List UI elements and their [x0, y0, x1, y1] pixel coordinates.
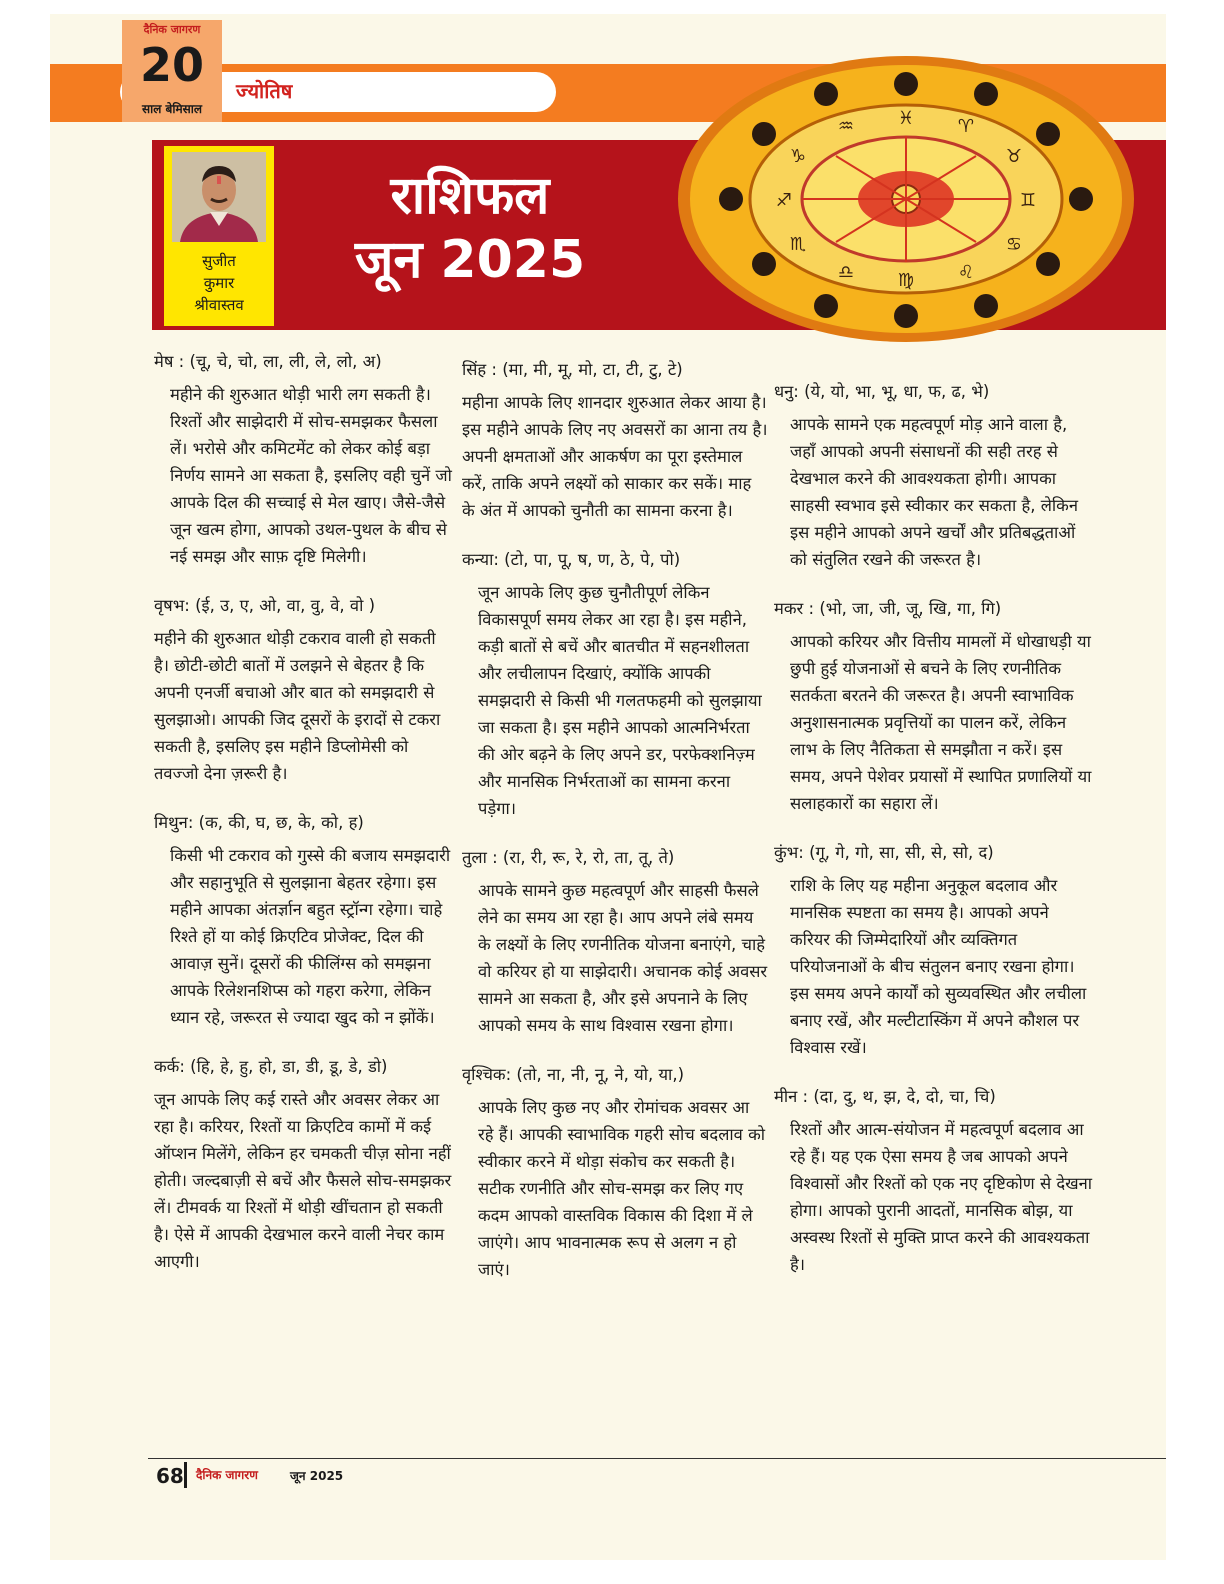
badge-subtitle: साल बेमिसाल — [141, 102, 203, 116]
sign-text-mesh: महीने की शुरुआत थोड़ी भारी लग सकती है। रिश्तों और साझेदारी में सोच-समझकर फैसला लें। भरोसे और कमिटमेंट को लेकर कोई बड़ा निर्णय सामने आ सकता है, इसलिए वही चुनें जो आपके दिल की सच्चाई से मेल खाए। जैसे-जैसे जून खत्म होगा, आपको उथल-पुथल के बीच से नई समझ और साफ़ दृष्टि मिलेगी। — [170, 385, 452, 566]
sign-heading-mithun: मिथुन: (क, की, घ, छ, के, को, ह) — [154, 813, 364, 832]
anniversary-badge — [122, 20, 222, 122]
sign-heading-kumbh: कुंभ: (गू, गे, गो, सा, सी, से, सो, द) — [774, 843, 994, 862]
author-name-line1: सुजीत — [202, 252, 236, 270]
sign-heading-makar: मकर : (भो, जा, जी, जू, खि, गा, गि) — [774, 599, 1002, 618]
svg-text:♎: ♎ — [837, 262, 855, 283]
sign-heading-kark: कर्क: (हि, हे, हु, हो, डा, डी, डू, डे, डो) — [154, 1057, 388, 1076]
svg-text:♈: ♈ — [957, 116, 975, 137]
footer-divider — [184, 1462, 187, 1488]
page-number: 68 — [156, 1464, 184, 1488]
magazine-page — [50, 14, 1166, 1560]
svg-text:♉: ♉ — [1005, 146, 1023, 167]
svg-text:♍: ♍ — [897, 270, 915, 291]
author-portrait-icon — [172, 152, 266, 242]
banner-title — [300, 164, 640, 292]
sign-text-vrishchik: आपके लिए कुछ नए और रोमांचक अवसर आ रहे हैं। आपकी स्वाभाविक गहरी सोच बदलाव को स्वीकार करने में थोड़ा संकोच कर सकती है। सटीक रणनीति और सोच-समझ कर लिए गए कदम आपको वास्तविक विकास की दिशा में ले जाएंगे। आप भावनात्मक रूप से अलग न हो जाएं। — [478, 1098, 766, 1279]
column-2 — [462, 356, 768, 1305]
author-photo — [172, 152, 266, 242]
section-label: ज्योतिष — [236, 79, 293, 103]
svg-text:♏: ♏ — [789, 234, 807, 255]
svg-text:♓: ♓ — [897, 108, 915, 129]
sign-text-meen: रिश्तों और आत्म-संयोजन में महत्वपूर्ण बदलाव आ रहे हैं। यह एक ऐसा समय है जब आपको अपने विश्वासों और रिश्तों को एक नए दृष्टिकोण से देखना होगा। आपको पुरानी आदतों, मानसिक बोझ, या अस्वस्थ रिश्तों से मुक्ति प्राप्त करने की आवश्यकता है। — [790, 1120, 1093, 1274]
author-name — [164, 250, 274, 316]
sign-text-vrishabh: महीने की शुरुआत थोड़ी टकराव वाली हो सकती है। छोटी-छोटी बातों में उलझने से बेहतर है कि अपनी एनर्जी बचाओ और बात को समझदारी से सुलझाओ। आपकी जिद दूसरों के इरादों से टकरा सकती है, इसलिए इस महीने डिप्लोमेसी को तवज्जो देना ज़रूरी है। — [154, 629, 441, 783]
banner-title-line1: राशिफल — [390, 166, 550, 226]
sign-heading-singh: सिंह : (मा, मी, मू, मो, टा, टी, टु, टे) — [462, 360, 683, 379]
svg-text:♌: ♌ — [957, 262, 975, 283]
footer-rule — [148, 1458, 1166, 1459]
sign-heading-vrishchik: वृश्चिक: (तो, ना, नी, नू, ने, यो, या,) — [462, 1065, 685, 1084]
sign-text-kark: जून आपके लिए कई रास्ते और अवसर लेकर आ रहा है। करियर, रिश्तों या क्रिएटिव कामों में कई ऑप्शन मिलेंगे, लेकिन हर चमकती चीज़ सोना नहीं होती। जल्दबाज़ी से बचें और फैसले सोच-समझकर लें। टीमवर्क या रिश्तों में थोड़ी खींचतान हो सकती है। ऐसे में आपकी देखभाल करने वाली नेचर काम आएगी। — [154, 1090, 452, 1271]
sign-text-dhanu: आपके सामने एक महत्वपूर्ण मोड़ आने वाला है, जहाँ आपको अपनी संसाधनों की सही तरह से देखभाल करने की आवश्यकता होगी। आपका साहसी स्वभाव इसे स्वीकार कर सकता है, लेकिन इस महीने आपको अपने खर्चों और प्रतिबद्धताओं को संतुलित रखने की जरूरत है। — [790, 415, 1079, 569]
zodiac-wheel-icon — [676, 54, 1136, 344]
author-box — [164, 146, 274, 326]
sign-text-makar: आपको करियर और वित्तीय मामलों में धोखाधड़ी या छुपी हुई योजनाओं से बचने के लिए रणनीतिक सतर्कता बरतने की जरूरत है। अपनी स्वाभाविक अनुशासनात्मक प्रवृत्तियों का पालन करें, लेकिन लाभ के लिए नैतिकता से समझौता न करें। इस समय, अपने पेशेवर प्रयासों में स्थापित प्रणालियों या सलाहकारों का सहारा लें। — [790, 632, 1092, 813]
svg-text:♒: ♒ — [837, 116, 855, 137]
footer-brand: दैनिक जागरण — [196, 1468, 258, 1482]
sign-heading-meen: मीन : (दा, दु, थ, झ, दे, दो, चा, चि) — [774, 1087, 996, 1106]
sign-heading-dhanu: धनु: (ये, यो, भा, भू, धा, फ, ढ, भे) — [774, 382, 990, 401]
column-1 — [154, 348, 454, 1297]
sign-heading-vrishabh: वृषभ: (ई, उ, ए, ओ, वा, वु, वे, वो ) — [154, 596, 376, 615]
sign-heading-mesh: मेष : (चू, चे, चो, ला, ली, ले, लो, अ) — [154, 352, 382, 371]
sign-text-mithun: किसी भी टकराव को गुस्से की बजाय समझदारी और सहानुभूति से सुलझाना बेहतर रहेगा। इस महीने आपका अंतर्ज्ञान बहुत स्ट्रॉन्ग रहेगा। चाहे रिश्ते हों या कोई क्रिएटिव प्रोजेक्ट, दिल की आवाज़ सुनें। दूसरों की फीलिंग्स को समझना आपके रिलेशनशिप्स को गहरा करेगा, लेकिन ध्यान रहे, जरूरत से ज्यादा खुद को न झोंकें। — [170, 846, 451, 1027]
sign-heading-tula: तुला : (रा, री, रू, रे, रो, ता, तू, ते) — [462, 848, 675, 867]
author-name-line2: कुमार — [203, 274, 235, 292]
footer-date: जून 2025 — [290, 1469, 344, 1483]
sign-text-tula: आपके सामने कुछ महत्वपूर्ण और साहसी फैसले लेने का समय आ रहा है। आप अपने लंबे समय के लक्ष्यों के लिए रणनीतिक योजना बनाएंगे, चाहे वो करियर हो या साझेदारी। अचानक कोई अवसर सामने आ सकता है, और इसे अपनाने के लिए आपको समय के साथ विश्वास रखना होगा। — [478, 881, 768, 1035]
svg-text:♑: ♑ — [789, 146, 807, 167]
sign-text-singh: महीना आपके लिए शानदार शुरुआत लेकर आया है। इस महीने आपके लिए नए अवसरों का आना तय है। अपनी क्षमताओं और आकर्षण का पूरा इस्तेमाल करें, ताकि अपने लक्ष्यों को साकार कर सकें। माह के अंत में आपको चुनौती का सामना करना है। — [462, 393, 768, 520]
column-3 — [774, 378, 1094, 1300]
banner-title-line2: जून 2025 — [354, 230, 586, 290]
badge-brand: दैनिक जागरण — [143, 23, 201, 36]
svg-text:♊: ♊ — [1019, 190, 1037, 211]
sign-heading-kanya: कन्या: (टो, पा, पू, ष, ण, ठे, पे, पो) — [462, 550, 681, 569]
svg-text:♋: ♋ — [1005, 234, 1023, 255]
badge-number: 20 — [139, 38, 204, 92]
svg-text:♐: ♐ — [775, 190, 793, 211]
sign-text-kanya: जून आपके लिए कुछ चुनौतीपूर्ण लेकिन विकासपूर्ण समय लेकर आ रहा है। इस महीने, कड़ी बातों से बचें और बातचीत में सहनशीलता और लचीलापन दिखाएं, क्योंकि आपकी समझदारी से किसी भी गलतफहमी को सुलझाया जा सकता है। इस महीने आपको आत्मनिर्भरता की ओर बढ़ने के लिए अपने डर, परफेक्शनिज़्म और मानसिक निर्भरताओं का सामना करना पड़ेगा। — [478, 583, 762, 818]
author-name-line3: श्रीवास्तव — [194, 296, 244, 314]
sign-text-kumbh: राशि के लिए यह महीना अनुकूल बदलाव और मानसिक स्पष्टता का समय है। आपको अपने करियर की जिम्मेदारियों और व्यक्तिगत परियोजनाओं के बीच संतुलन बनाए रखना होगा। इस समय अपने कार्यों को सुव्यवस्थित और लचीला बनाए रखें, और मल्टीटास्किंग में अपने कौशल पर विश्वास रखें। — [790, 876, 1087, 1057]
